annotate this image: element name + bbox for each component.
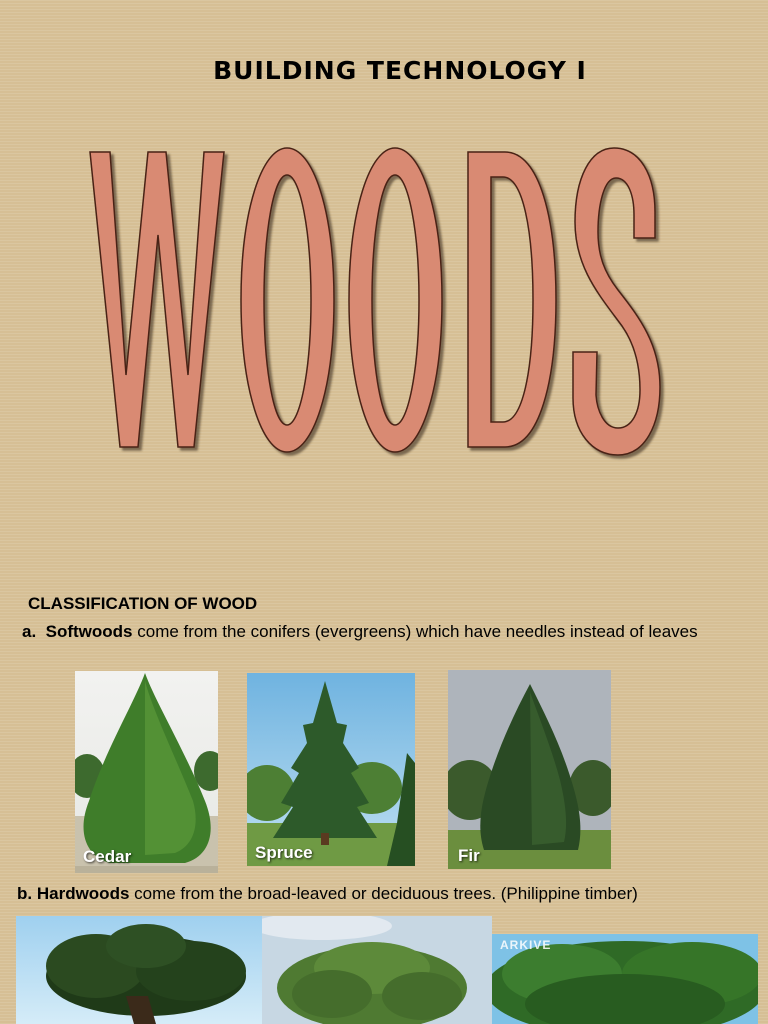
course-title: BUILDING TECHNOLOGY I [213, 56, 587, 85]
hardwood-photo-3 [492, 934, 758, 1024]
hardwoods-description: come from the broad-leaved or deciduous trees. (Philippine timber) [129, 884, 638, 903]
classification-heading: CLASSIFICATION OF WOOD [28, 594, 258, 613]
spruce-label: Spruce [255, 843, 313, 862]
woods-letter-d [468, 152, 556, 447]
hardwoods-marker: b. [17, 884, 33, 903]
hardwood-photo-2 [262, 916, 492, 1024]
woods-letter-s [573, 148, 660, 455]
fir-label: Fir [458, 846, 480, 865]
hardwood-photo-1 [16, 916, 262, 1024]
softwoods-description: come from the conifers (evergreens) which have needles instead of leaves [132, 622, 698, 641]
hardwood-tree-image-1 [16, 916, 262, 1024]
cedar-photo [75, 671, 218, 873]
woods-letter-o1 [241, 148, 334, 452]
arkive-watermark: ARKIVE [500, 938, 552, 952]
cedar-tree-image [75, 671, 218, 873]
softwoods-definition [22, 621, 752, 643]
cedar-label: Cedar [83, 847, 132, 866]
spruce-tree-image [247, 673, 415, 866]
softwoods-marker: a. [22, 622, 37, 641]
woods-letter-o2 [349, 148, 442, 452]
woods-title-art [0, 0, 768, 470]
fir-tree-image [448, 670, 611, 869]
hardwoods-term: Hardwoods [36, 884, 130, 903]
hardwoods-definition [17, 883, 757, 905]
softwoods-term: Softwoods [45, 622, 133, 641]
fir-photo [448, 670, 611, 869]
woods-letter-w [90, 152, 224, 447]
spruce-photo [247, 673, 415, 866]
hardwood-tree-image-2 [262, 916, 492, 1024]
